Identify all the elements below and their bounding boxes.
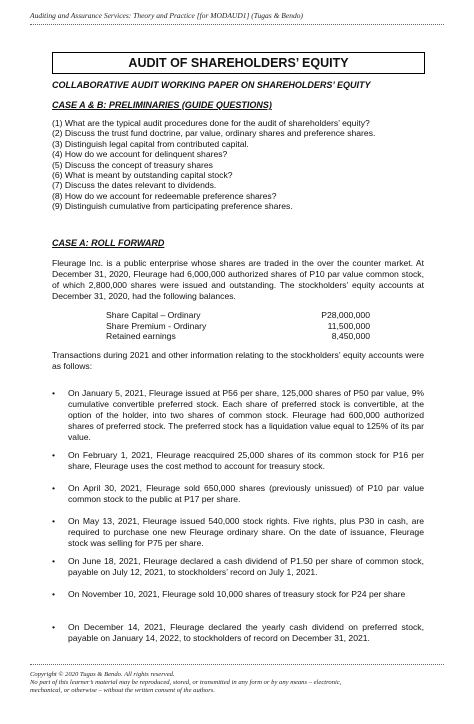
transaction-text: On January 5, 2021, Fleurage issued at P56 per share, 125,000 shares of P50 par value, 9% cumulative convertible preferred stock. Each share of preferred stock is convertible, at the option of the holder, into two shares of common stock. Fleurage had 600,000 authorized shares of preferred stock. The preferred stock has a liquidation value equal to 125% of its par value. (68, 388, 424, 442)
account-row (106, 321, 370, 332)
account-row (106, 331, 370, 342)
title-box (52, 52, 425, 74)
bullet-icon: • (52, 589, 56, 599)
guide-question: (9) Distinguish cumulative from participating preference shares. (52, 201, 293, 212)
account-amount: P28,000,000 (321, 310, 370, 320)
guide-question: (3) Distinguish legal capital from contributed capital. (52, 138, 249, 149)
bullet-icon: • (52, 556, 56, 566)
bullet-icon: • (52, 388, 56, 398)
guide-question: (4) How do we account for delinquent shares? (52, 149, 228, 160)
footer (30, 671, 444, 696)
transaction-text: On May 13, 2021, Fleurage issued 540,000 stock rights. Five rights, plus P30 in cash, are required to purchase one new Fleurage ordinary share. On the date of issuance, Fleurage stock was selling for P75 per share. (68, 516, 424, 548)
page-title: AUDIT OF SHAREHOLDERS’ EQUITY (128, 56, 349, 70)
guide-question: (8) How do we account for redeemable preference shares? (52, 190, 277, 201)
bullet-icon: • (52, 516, 56, 526)
notice-line: No part of this learner’s material may be reproduced, stored, or transmitted in any form or by any means – electronic, (30, 679, 342, 687)
account-name: Retained earnings (106, 331, 176, 342)
account-name: Share Premium - Ordinary (106, 320, 207, 331)
transaction-item (52, 516, 424, 549)
account-amount: 11,500,000 (327, 320, 370, 331)
transaction-item (52, 388, 424, 443)
bullet-icon: • (52, 450, 56, 460)
transaction-item (52, 589, 424, 600)
transaction-text: On November 10, 2021, Fleurage sold 10,000 shares of treasury stock for P24 per share (68, 589, 406, 599)
header-divider (30, 24, 444, 25)
case-a-heading: CASE A: ROLL FORWARD (52, 238, 165, 248)
transaction-text: On December 14, 2021, Fleurage declared the yearly cash dividend on preferred stock, payable on January 14, 2022, to stockholders of record on December 31, 2021. (68, 622, 424, 643)
guide-question: (7) Discuss the dates relevant to dividends. (52, 180, 217, 191)
transaction-item (52, 622, 424, 644)
account-row (106, 310, 370, 321)
account-balances (106, 310, 370, 342)
bullet-icon: • (52, 483, 56, 493)
section-ab-heading: CASE A & B: PRELIMINARIES (GUIDE QUESTIONS) (52, 100, 272, 110)
footer-divider (30, 664, 444, 665)
transaction-text: On June 18, 2021, Fleurage declared a cash dividend of P1.50 per share of common stock, payable on July 12, 2021, to stockholders’ record on July 1, 2021. (68, 556, 424, 577)
account-name: Share Capital – Ordinary (106, 310, 201, 320)
transaction-item (52, 556, 424, 578)
notice-line: mechanical, or otherwise – without the written consent of the authors. (30, 687, 215, 695)
bullet-icon: • (52, 622, 56, 632)
guide-question: (6) What is meant by outstanding capital stock? (52, 170, 233, 181)
transaction-item (52, 450, 424, 472)
copyright-line: Copyright © 2020 Tugas & Bendo. All rights reserved. (30, 671, 175, 678)
case-a-intro: Fleurage Inc. is a public enterprise whose shares are traded in the over the counter market. At December 31, 2020, Fleurage had 6,000,000 authorized shares of P10 par value common stock, of which 2,800,000 shares were issued and outstanding. The stockholders’ equity accounts at December 31, 2020, had the following balances. (52, 258, 424, 301)
transaction-text: On February 1, 2021, Fleurage reacquired 25,000 shares of its common stock for P16 per share, Fleurage uses the cost method to account for treasury stock. (68, 450, 424, 471)
transaction-text: On April 30, 2021, Fleurage sold 650,000 shares (previously unissued) of P10 par value common stock to the public at P17 per share. (68, 483, 424, 504)
subtitle: COLLABORATIVE AUDIT WORKING PAPER ON SHAREHOLDERS’ EQUITY (52, 80, 371, 90)
running-header: Auditing and Assurance Services: Theory and Practice [for MODAUD1] (Tugas & Bendo) (30, 11, 303, 20)
guide-question: (1) What are the typical audit procedures done for the audit of shareholders’ equity? (52, 118, 370, 128)
account-amount: 8,450,000 (331, 331, 370, 342)
guide-questions-list (52, 118, 432, 212)
guide-question: (2) Discuss the trust fund doctrine, par value, ordinary shares and preference shares. (52, 128, 376, 139)
guide-question: (5) Discuss the concept of treasury shares (52, 159, 213, 170)
transaction-item (52, 483, 424, 505)
transactions-intro: Transactions during 2021 and other information relating to the stockholders’ equity accounts were as follows: (52, 350, 424, 371)
